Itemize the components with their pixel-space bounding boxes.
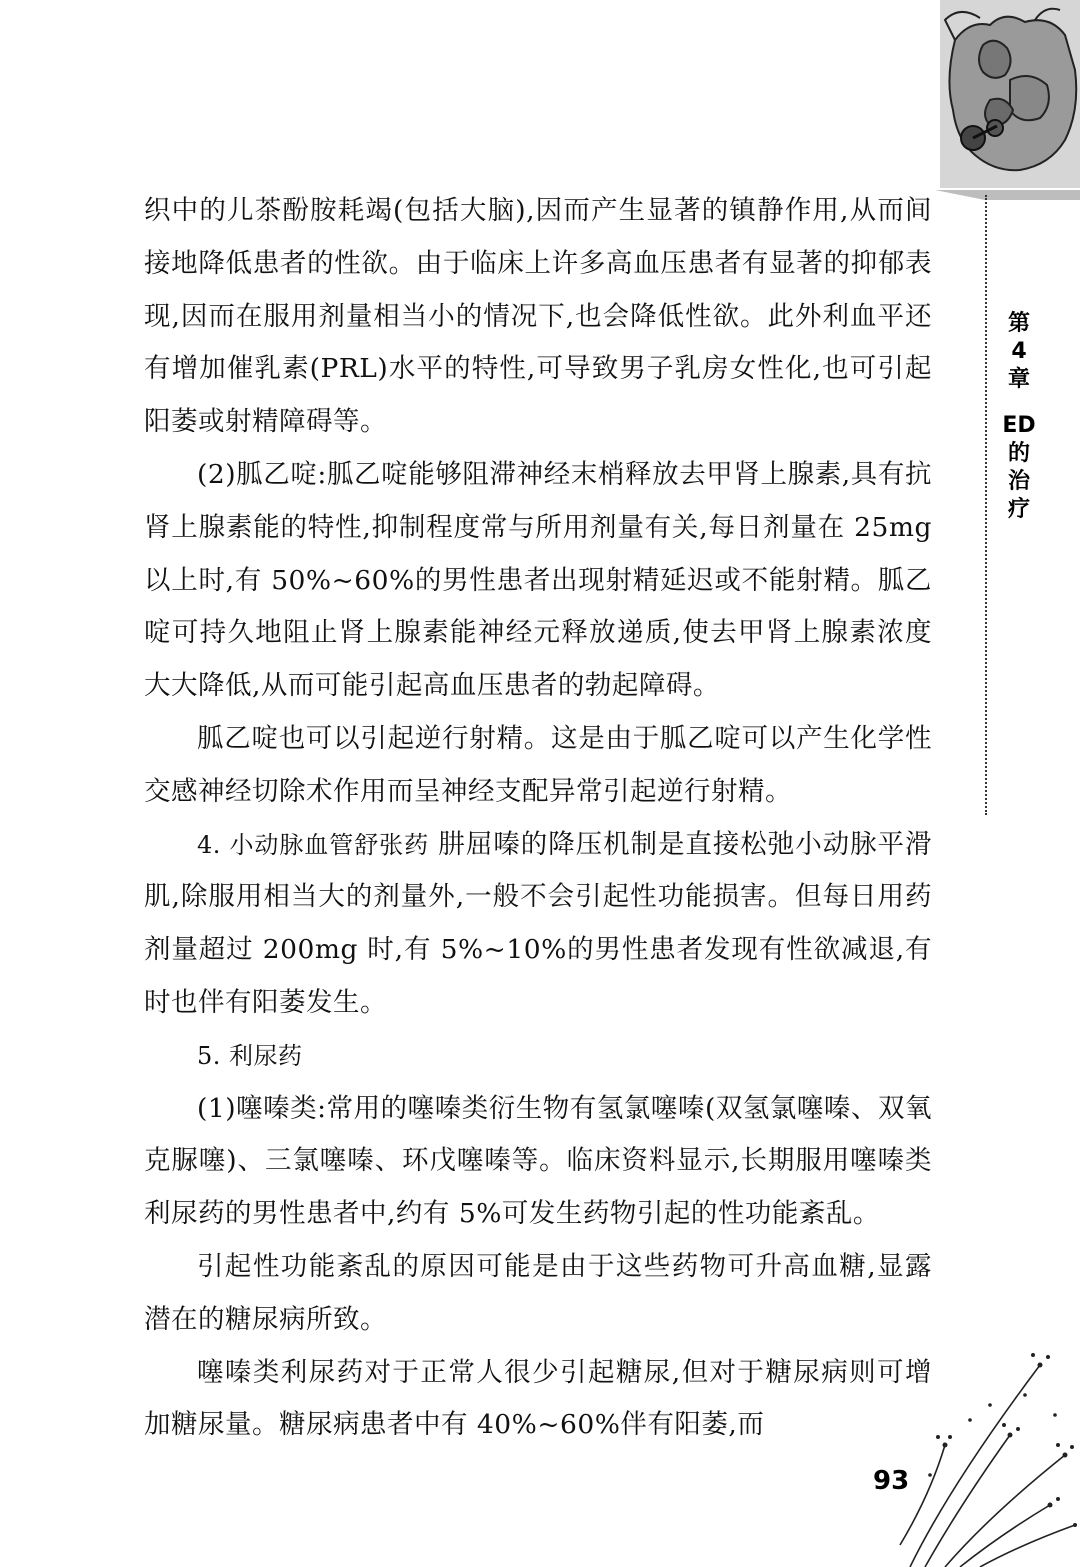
chapter-title-char: ED [1002, 413, 1036, 438]
body-text [144, 185, 932, 1452]
chapter-title-char: 治 [1007, 469, 1030, 494]
chapter-label-char: 第 [1007, 311, 1030, 336]
paragraph [144, 819, 932, 1030]
floral-sprig-icon [890, 1345, 1080, 1567]
section-heading-text: 5. 利尿药 [197, 1041, 303, 1070]
paragraph: (2)胍乙啶:胍乙啶能够阻滞神经末梢释放去甲肾上腺素,具有抗肾上腺素能的特性,抑制程度常与所用剂量有关,每日剂量在 25mg 以上时,有 50%~60%的男性患者出现射精延迟或不能射精。胍乙啶可持久地阻止肾上腺素能神经元释放递质,使去甲肾上腺素浓度大大降低,从而可能引起高血压患者的勃起障碍。 [144, 458, 932, 702]
paragraph-text: 肼屈嗪的降压机制是直接松弛小动脉平滑肌,除服用相当大的剂量外,一般不会引起性功能损害。但每日用药剂量超过 200mg 时,有 5%~10%的男性患者发现有性欲减退,有时也伴有阳萎发生。 [144, 828, 932, 1018]
paragraph: (1)噻嗪类:常用的噻嗪类衍生物有氢氯噻嗪(双氢氯噻嗪、双氧克脲噻)、三氯噻嗪、环戊噻嗪等。临床资料显示,长期服用噻嗪类利尿药的男性患者中,约有 5%可发生药物引起的性功能紊乱。 [144, 1092, 932, 1230]
side-dotted-rule [985, 195, 987, 815]
chapter-number: 4 [1011, 339, 1027, 364]
chapter-label-char: 章 [1007, 367, 1030, 392]
paragraph: 织中的儿茶酚胺耗竭(包括大脑),因而产生显著的镇静作用,从而间接地降低患者的性欲。由于临床上许多高血压患者有显著的抑郁表现,因而在服用剂量相当小的情况下,也会降低性欲。此外利血平还有增加催乳素(PRL)水平的特性,可导致男子乳房女性化,也可引起阳萎或射精障碍等。 [144, 195, 932, 438]
paragraph: 噻嗪类利尿药对于正常人很少引起糖尿,但对于糖尿病则可增加糖尿量。糖尿病患者中有 40%~60%伴有阳萎,而 [144, 1356, 932, 1441]
section-heading: 4. 小动脉血管舒张药 [197, 830, 430, 859]
section-heading [144, 1030, 932, 1083]
page-number: 93 [873, 1466, 910, 1496]
chapter-tab [997, 310, 1041, 524]
paragraph: 引起性功能紊乱的原因可能是由于这些药物可升高血糖,显露潜在的糖尿病所致。 [144, 1250, 932, 1335]
chapter-title-char: 的 [1007, 441, 1030, 466]
paragraph: 胍乙啶也可以引起逆行射精。这是由于胍乙啶可以产生化学性交感神经切除术作用而呈神经支配异常引起逆行射精。 [144, 722, 932, 807]
chapter-title-char: 疗 [1007, 497, 1030, 522]
muscleman-illustration-icon [935, 0, 1080, 200]
